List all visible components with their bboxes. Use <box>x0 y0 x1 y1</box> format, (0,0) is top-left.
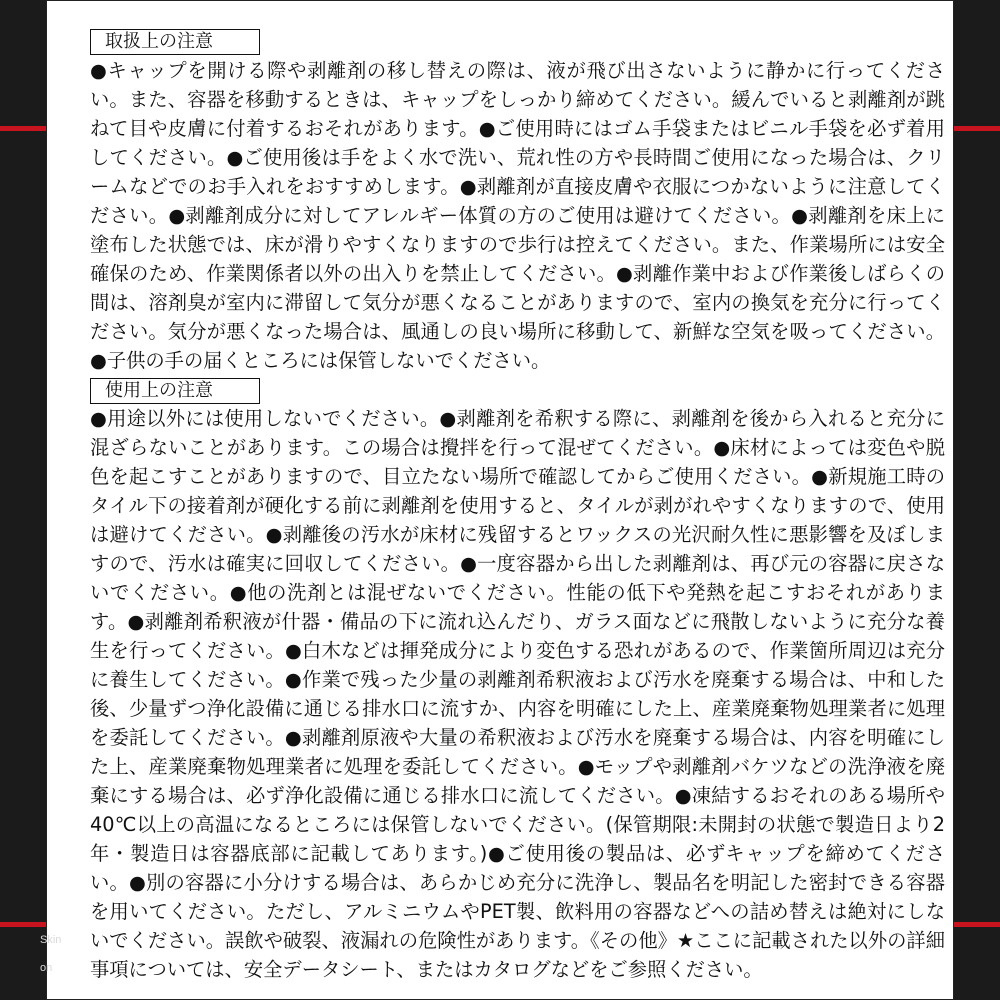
handling-caution-text: ●キャップを開ける際や剥離剤の移し替えの際は、液が飛び出さないように静かに行ってください。また、容器を移動するときは、キャップをしっかり締めてください。緩んでいると剥離剤が跳ねて目や皮膚に付着するおそれがあります。●ご使用時にはゴム手袋またはビニル手袋を必ず着用してください。●ご使用後は手をよく水で洗い、荒れ性の方や長時間ご使用になった場合は、クリームなどでのお手入れをおすすめします。●剥離剤が直接皮膚や衣服につかないように注意してください。●剥離剤成分に対してアレルギー体質の方のご使用は避けてください。●剥離剤を床上に塗布した状態では、床が滑りやすくなりますので歩行は控えてください。また、作業場所には安全確保のため、作業関係者以外の出入りを禁止してください。●剥離作業中および作業後しばらくの間は、溶剤臭が室内に滞留して気分が悪くなることがありますので、室内の換気を充分に行ってください。気分が悪くなった場合は、風通しの良い場所に移動して、新鮮な空気を吸ってください。●子供の手の届くところには保管しないでください。 <box>90 59 946 372</box>
left-package-edge <box>0 0 46 1000</box>
handling-caution-title: 取扱上の注意 <box>90 29 260 55</box>
right-package-edge <box>954 0 1000 1000</box>
caution-label-panel <box>46 0 954 1000</box>
edge-label-on: on <box>40 962 53 974</box>
usage-caution-text: ●用途以外には使用しないでください。●剥離剤を希釈する際に、剥離剤を後から入れると充分に混ざらないことがあります。この場合は攪拌を行って混ぜてください。●床材によっては変色や脱色を起こすことがありますので、目立たない場所で確認してからご使用ください。●新規施工時のタイル下の接着剤が硬化する前に剥離剤を使用すると、タイルが剥がれやすくなりますので、使用は避けてください。●剥離後の汚水が床材に残留するとワックスの光沢耐久性に悪影響を及ぼしますので、汚水は確実に回収してください。●一度容器から出した剥離剤は、再び元の容器に戻さないでください。●他の洗剤とは混ぜないでください。性能の低下や発熱を起こすおそれがあります。●剥離剤希釈液が什器・備品の下に流れ込んだり、ガラス面などに飛散しないように充分な養生を行ってください。●白木などは揮発成分により変色する恐れがあるので、作業箇所周辺は充分に養生してください。●作業で残った少量の剥離剤希釈液および汚水を廃棄する場合は、中和した後、少量ずつ浄化設備に通じる排水口に流すか、内容を明確にした上、産業廃棄物処理業者に処理を委託してください。●剥離剤原液や大量の希釈液および汚水を廃棄する場合は、内容を明確にした上、産業廃棄物処理業者に処理を委託してください。●モップや剥離剤バケツなどの洗浄液を廃棄にする場合は、必ず浄化設備に通じる排水口に流してください。●凍結するおそれのある場所や40℃以上の高温になるところには保管しないでください。(保管期限:未開封の状態で製造日より2年・製造日は容器底部に記載してあります。)●ご使用後の製品は、必ずキャップを締めてください。●別の容器に小分けする場合は、あらかじめ充分に洗浄し、製品名を明記した密封できる容器を用いてください。ただし、アルミニウムやPET製、飲料用の容器などへの詰め替えは絶対にしないでください。誤飲や破裂、液漏れの危険性があります。《その他》★ここに記載された以外の詳細事項については、安全データシート、またはカタログなどをご参照ください。 <box>90 407 945 981</box>
edge-label-skin: Skin <box>40 934 62 946</box>
right-red-stripe-top <box>954 126 1000 131</box>
usage-caution-title: 使用上の注意 <box>90 378 260 404</box>
left-red-stripe-bottom <box>0 922 46 927</box>
right-red-stripe-bottom <box>954 922 1000 927</box>
left-red-stripe-top <box>0 126 46 131</box>
